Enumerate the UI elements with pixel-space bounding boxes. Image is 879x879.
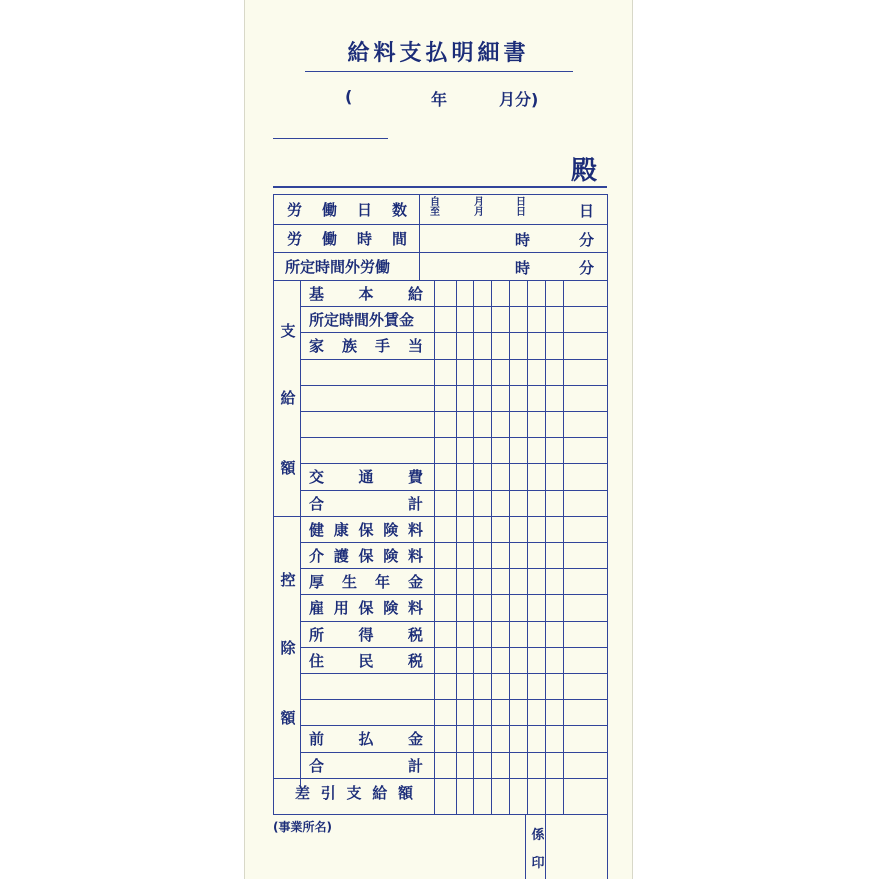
- payment-section-label: 支: [280, 322, 296, 340]
- payment-item-label: [309, 332, 423, 358]
- label-char: 働: [321, 229, 337, 248]
- overtime-minutes-unit: 分: [579, 259, 595, 277]
- label-char: 基: [309, 284, 325, 303]
- column-line: [419, 194, 420, 280]
- payslip-form: [244, 0, 633, 879]
- label-char: 険: [383, 598, 399, 617]
- label-char: 給: [372, 783, 388, 802]
- days-unit: 日: [579, 202, 595, 220]
- label-char: 数: [391, 200, 407, 219]
- stamp-label-1: 係: [531, 828, 545, 843]
- label-char: 税: [407, 651, 423, 670]
- label-char: 差: [295, 783, 311, 802]
- column-line: [434, 280, 435, 814]
- label-char: 当: [407, 336, 423, 355]
- label-char: 労: [287, 229, 303, 248]
- deduction-item-label: [309, 752, 423, 778]
- label-char: 本: [358, 284, 374, 303]
- deduction-section-label: 控: [280, 571, 296, 589]
- label-char: 年: [374, 572, 390, 591]
- label-char: 引: [320, 783, 336, 802]
- label-char: 払: [358, 729, 374, 748]
- column-line: [545, 814, 546, 879]
- label-char: 合: [309, 756, 325, 775]
- label-char: 給: [407, 284, 423, 303]
- label-char: 通: [358, 467, 374, 486]
- deduction-item-label: [309, 594, 423, 620]
- net-pay-label: [295, 779, 413, 805]
- label-char: 間: [391, 229, 407, 248]
- deduction-item-label: [309, 621, 423, 647]
- payment-item-label: [309, 306, 427, 332]
- label-char: 料: [407, 520, 423, 539]
- rule-line: [300, 385, 607, 386]
- deduction-section-label: 除: [280, 639, 296, 657]
- column-line: [525, 814, 526, 879]
- label-char: 康: [333, 520, 349, 539]
- column-line: [473, 280, 474, 814]
- deduction-item-label: [309, 568, 423, 594]
- from-label: 自: [430, 197, 440, 208]
- payment-section-label: 給: [280, 389, 296, 407]
- period-open: (: [345, 87, 353, 106]
- label-char: 保: [358, 546, 374, 565]
- column-line: [456, 280, 457, 814]
- label-char: 得: [358, 625, 374, 644]
- label-char: 料: [407, 598, 423, 617]
- minutes-unit: 分: [579, 231, 595, 249]
- label-char: 所定時間外賃金: [309, 310, 415, 329]
- day-label-1: 日: [516, 197, 526, 208]
- column-line: [509, 280, 510, 814]
- label-char: 料: [407, 546, 423, 565]
- label-char: 用: [333, 598, 349, 617]
- overtime-label: [285, 253, 410, 279]
- month-label-2: 月: [474, 207, 484, 218]
- label-char: 護: [333, 546, 349, 565]
- label-char: 金: [407, 572, 423, 591]
- hours-unit: 時: [515, 231, 531, 249]
- column-line: [527, 280, 528, 814]
- deduction-item-label: [309, 725, 423, 751]
- label-char: 厚: [309, 572, 325, 591]
- label-char: 合: [309, 494, 325, 513]
- payment-item-label: [309, 463, 423, 489]
- label-char: 日: [356, 200, 372, 219]
- stamp-label-2: 印: [531, 856, 545, 871]
- column-line: [607, 814, 608, 879]
- period-year: 年: [431, 90, 448, 109]
- label-char: 家: [309, 336, 325, 355]
- label-char: 所定時間外労働: [285, 257, 391, 276]
- deduction-item-label: [309, 542, 423, 568]
- office-name-label: (事業所名): [273, 820, 332, 834]
- label-char: 計: [407, 756, 423, 775]
- deduction-item-label: [309, 516, 423, 542]
- label-char: 民: [358, 651, 374, 670]
- column-line: [607, 194, 608, 814]
- work-days-label: [287, 196, 407, 222]
- label-char: 税: [407, 625, 423, 644]
- rule-line: [273, 186, 607, 188]
- label-char: 費: [407, 467, 423, 486]
- rule-line: [273, 194, 607, 195]
- label-char: 族: [341, 336, 357, 355]
- day-label-2: 日: [516, 207, 526, 218]
- column-line: [491, 280, 492, 814]
- work-hours-label: [287, 225, 407, 251]
- label-char: 労: [287, 200, 303, 219]
- title-underline: [305, 71, 573, 72]
- payment-section-label: 額: [280, 459, 296, 477]
- rule-line: [300, 411, 607, 412]
- honorific: 殿: [571, 156, 598, 186]
- label-char: 計: [407, 494, 423, 513]
- rule-line: [300, 673, 607, 674]
- rule-line: [300, 437, 607, 438]
- form-title: 給料支払明細書: [347, 41, 530, 66]
- to-label: 至: [430, 207, 440, 218]
- rule-line: [300, 359, 607, 360]
- column-line: [273, 194, 274, 814]
- payment-item-label: [309, 490, 423, 516]
- label-char: 手: [374, 336, 390, 355]
- label-char: 生: [341, 572, 357, 591]
- label-char: 保: [358, 598, 374, 617]
- label-char: 住: [309, 651, 325, 670]
- column-line: [563, 280, 564, 814]
- label-char: 雇: [309, 598, 325, 617]
- recipient-name-line: [273, 138, 388, 139]
- label-char: 前: [309, 729, 325, 748]
- label-char: 介: [309, 546, 325, 565]
- rule-line: [273, 814, 607, 815]
- label-char: 支: [346, 783, 362, 802]
- label-char: 時: [356, 229, 372, 248]
- label-char: 険: [383, 520, 399, 539]
- label-char: 交: [309, 467, 325, 486]
- period-month: 月分): [499, 90, 539, 109]
- label-char: 保: [358, 520, 374, 539]
- payment-item-label: [309, 280, 423, 306]
- rule-line: [300, 699, 607, 700]
- label-char: 所: [309, 625, 325, 644]
- column-line: [545, 280, 546, 814]
- overtime-hours-unit: 時: [515, 259, 531, 277]
- label-char: 健: [309, 520, 325, 539]
- label-char: 働: [321, 200, 337, 219]
- label-char: 金: [407, 729, 423, 748]
- label-char: 額: [397, 783, 413, 802]
- deduction-section-label: 額: [280, 709, 296, 727]
- label-char: 険: [383, 546, 399, 565]
- month-label-1: 月: [474, 197, 484, 208]
- deduction-item-label: [309, 647, 423, 673]
